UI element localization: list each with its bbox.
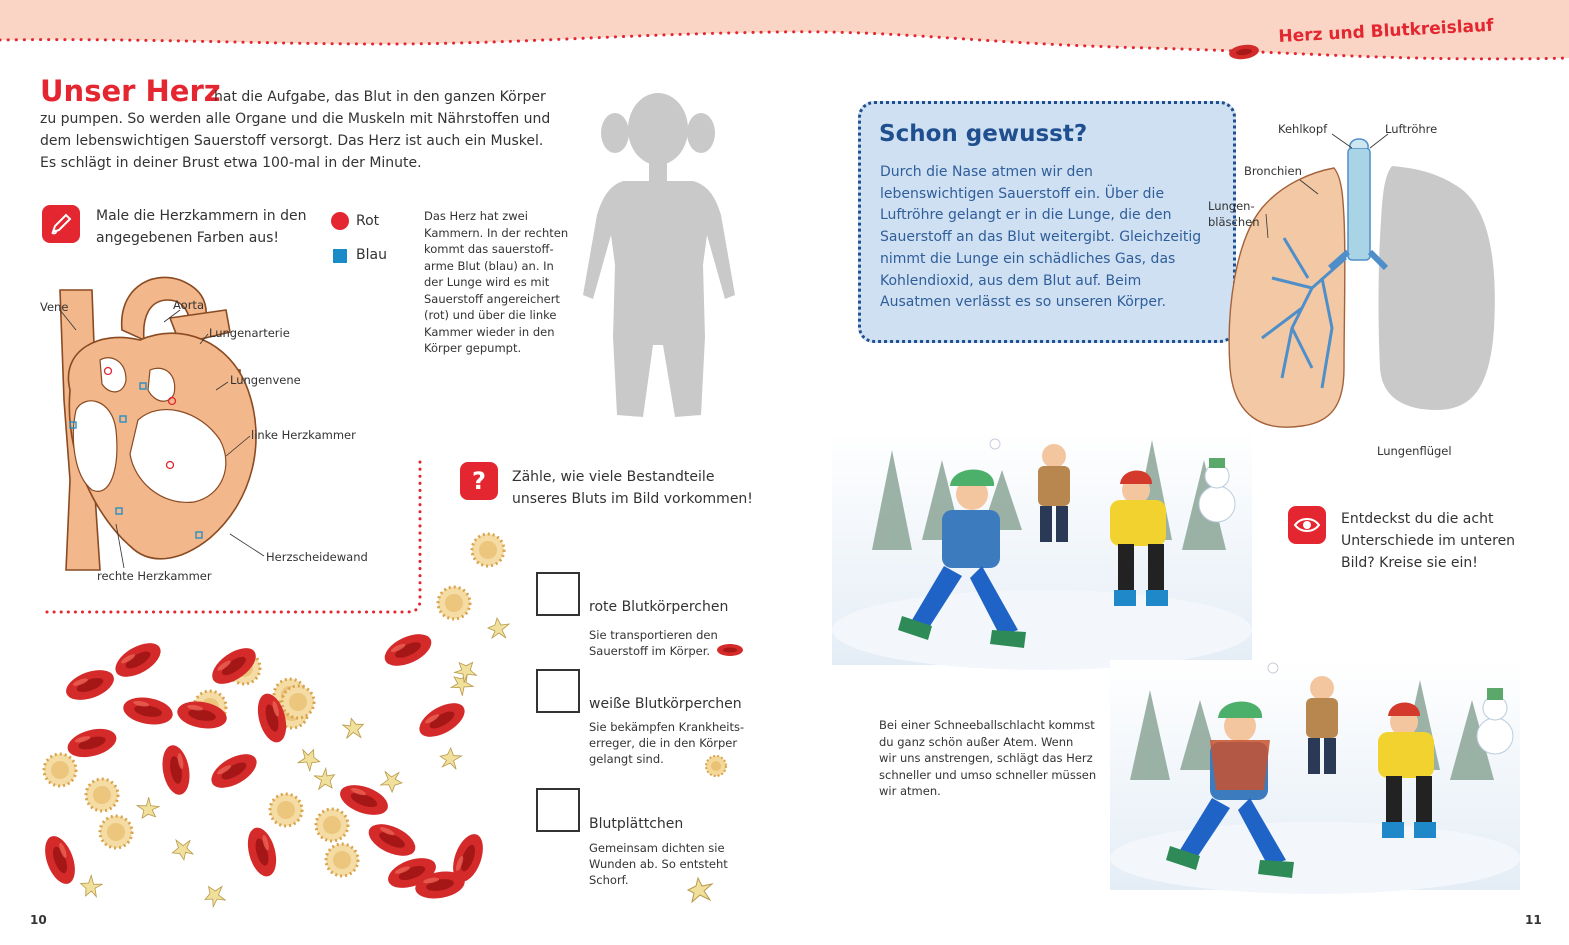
chapter-title: Herz und Blutkreislauf — [1278, 15, 1494, 47]
white-blood-cell — [316, 809, 348, 841]
label-aorta: Aorta — [173, 298, 204, 312]
fact-line: Sauerstoff an das Blut weitergibt. Gleichzeitig — [880, 229, 1202, 246]
task-count-line-2: unseres Bluts im Bild vorkommen! — [512, 491, 753, 507]
white-blood-cell — [270, 794, 302, 826]
label-lungenfluegel: Lungenflügel — [1377, 444, 1452, 458]
red-blood-cell — [121, 694, 175, 728]
fact-line: Ausatmen verlässt es so unseren Körper. — [880, 294, 1166, 311]
red-blood-cell — [159, 743, 193, 797]
platelet — [77, 873, 104, 901]
heart-info-line: Sauerstoff angereichert — [424, 291, 560, 306]
heart-info-text — [424, 208, 568, 357]
platelet — [488, 618, 509, 638]
legend-red-label: Rot — [356, 213, 380, 229]
intro-line-1: hat die Aufgabe, das Blut in den ganzen Körper — [214, 89, 546, 105]
white-blood-cell — [86, 779, 118, 811]
intro-line-4: Es schlägt in deiner Brust etwa 100-mal in der Minute. — [40, 155, 422, 171]
fact-line: lebenswichtigen Sauerstoff ein. Über die — [880, 185, 1165, 202]
task-color-line-2: angegebenen Farben aus! — [96, 230, 280, 246]
heart-info-line: arme Blut (blau) an. In — [424, 258, 554, 273]
count-item-white-title: weiße Blutkörperchen — [589, 696, 742, 712]
count-item-platelet-desc-3: Schorf. — [589, 873, 629, 887]
eye-icon — [1288, 506, 1326, 544]
label-vene: Vene — [40, 300, 69, 314]
legend-blue-swatch — [333, 249, 347, 263]
task-diff-line-2: Unterschiede im unteren — [1341, 533, 1516, 549]
heart-info-line: (rot) und über die linke — [424, 308, 557, 322]
count-item-platelet-title: Blutplättchen — [589, 816, 684, 832]
platelet — [201, 881, 229, 908]
legend-blue-label: Blau — [356, 247, 387, 263]
label-herzscheidewand: Herzscheidewand — [266, 550, 368, 564]
count-item-red-title: rote Blutkörperchen — [589, 599, 729, 615]
count-item-platelet-desc-2: Wunden ab. So entsteht — [589, 857, 728, 871]
platelet — [170, 837, 194, 861]
pencil-icon — [42, 205, 80, 243]
red-blood-cell — [39, 832, 81, 888]
intro-heading: Unser Herz — [40, 74, 221, 108]
heart-info-line: Körper gepumpt. — [424, 341, 522, 355]
label-lungenarterie: Lungenarterie — [209, 326, 290, 340]
task-diff-line-3: Bild? Kreise sie ein! — [1341, 555, 1478, 571]
fact-box-title: Schon gewusst? — [879, 121, 1088, 147]
platelet — [438, 746, 462, 769]
count-item-red-desc-2: Sauerstoff im Körper. — [589, 644, 711, 658]
fact-box-text — [880, 162, 1201, 314]
snowball-scene-bottom — [1110, 660, 1520, 890]
fact-line: Luftröhre gelangt er in die Lunge, die den — [880, 207, 1172, 224]
heart-info-line: Das Herz hat zwei — [424, 209, 528, 223]
count-item-white-desc-1: Sie bekämpfen Krankheits- — [589, 720, 745, 734]
red-blood-cell-icon — [716, 642, 746, 658]
page-number-left: 10 — [30, 913, 47, 927]
fact-line: Kohlendioxid, aus dem Blut auf. Beim — [880, 272, 1142, 289]
white-blood-cell — [44, 754, 76, 786]
child-silhouette — [575, 85, 745, 425]
fact-line: Durch die Nase atmen wir den — [880, 164, 1093, 180]
count-item-white-desc-2: erreger, die in den Körper — [589, 736, 738, 750]
platelet — [133, 795, 162, 824]
red-blood-cell — [380, 628, 436, 673]
caption-line: wir atmen. — [879, 784, 941, 798]
caption-line: schneller und umso schneller müssen — [879, 767, 1097, 782]
caption-line: Bei einer Schneeballschlacht kommst — [879, 718, 1095, 732]
red-blood-cell — [336, 779, 392, 821]
legend-red-swatch — [331, 212, 349, 230]
white-blood-cell — [326, 844, 358, 876]
task-color-line-1: Male die Herzkammern in den — [96, 208, 307, 224]
label-rechte-herzkammer: rechte Herzkammer — [97, 569, 212, 583]
heart-info-line: Kammern. In der rechten — [424, 225, 569, 240]
red-blood-cell — [414, 696, 470, 744]
heart-info-line: Kammer wieder in den — [424, 324, 555, 339]
page-number-right: 11 — [1525, 913, 1542, 927]
red-blood-cell — [62, 664, 118, 706]
snowball-scene-top — [832, 430, 1252, 665]
header-blood-cell-icon — [1228, 44, 1268, 64]
label-kehlkopf: Kehlkopf — [1278, 122, 1328, 136]
platelet-icon — [684, 876, 718, 904]
snow-caption — [879, 717, 1096, 800]
platelet — [342, 716, 367, 742]
caption-line: wir uns anstrengen, schlägt das Herz — [879, 751, 1093, 765]
intro-line-3: dem lebenswichtigen Sauerstoff versorgt. Das Herz ist auch ein Muskel. — [40, 133, 544, 149]
red-blood-cell — [243, 824, 281, 879]
platelet — [380, 771, 403, 793]
red-blood-cell — [364, 818, 420, 863]
blood-cells-illustration — [30, 500, 550, 920]
white-blood-cell — [100, 816, 132, 848]
heart-info-line: der Lunge wird es mit — [424, 275, 550, 289]
intro-line-2: zu pumpen. So werden alle Organe und die Muskeln mit Nährstoffen und — [40, 111, 551, 127]
fact-line: nimmt die Lunge ein schädliches Gas, das — [880, 250, 1176, 267]
task-diff-line-1: Entdeckst du die acht — [1341, 511, 1494, 527]
white-blood-cell — [472, 534, 504, 566]
platelet — [311, 766, 339, 794]
label-bronchien: Bronchien — [1244, 164, 1302, 178]
white-blood-cell-icon — [703, 753, 733, 783]
platelet — [297, 746, 323, 773]
red-blood-cell — [110, 636, 166, 684]
label-lungenblaeschen-1: Lungen- — [1208, 199, 1255, 213]
question-icon: ? — [460, 462, 498, 500]
task-count-line-1: Zähle, wie viele Bestandteile — [512, 469, 715, 485]
caption-line: du ganz schön außer Atem. Wenn — [879, 734, 1074, 749]
white-blood-cell — [438, 587, 470, 619]
count-item-white-desc-3: gelangt sind. — [589, 752, 664, 766]
label-lungenblaeschen-2: bläschen — [1208, 215, 1260, 229]
white-blood-cell — [282, 686, 314, 718]
red-blood-cell — [64, 724, 119, 762]
label-luftroehre: Luftröhre — [1385, 122, 1438, 136]
count-item-red-desc-1: Sie transportieren den — [589, 628, 718, 642]
heart-info-line: kommt das sauerstoff- — [424, 242, 554, 256]
count-item-platelet-desc-1: Gemeinsam dichten sie — [589, 841, 725, 855]
label-linke-herzkammer: linke Herzkammer — [251, 428, 356, 442]
label-lungenvene: Lungenvene — [230, 373, 301, 387]
red-blood-cell — [206, 747, 262, 795]
